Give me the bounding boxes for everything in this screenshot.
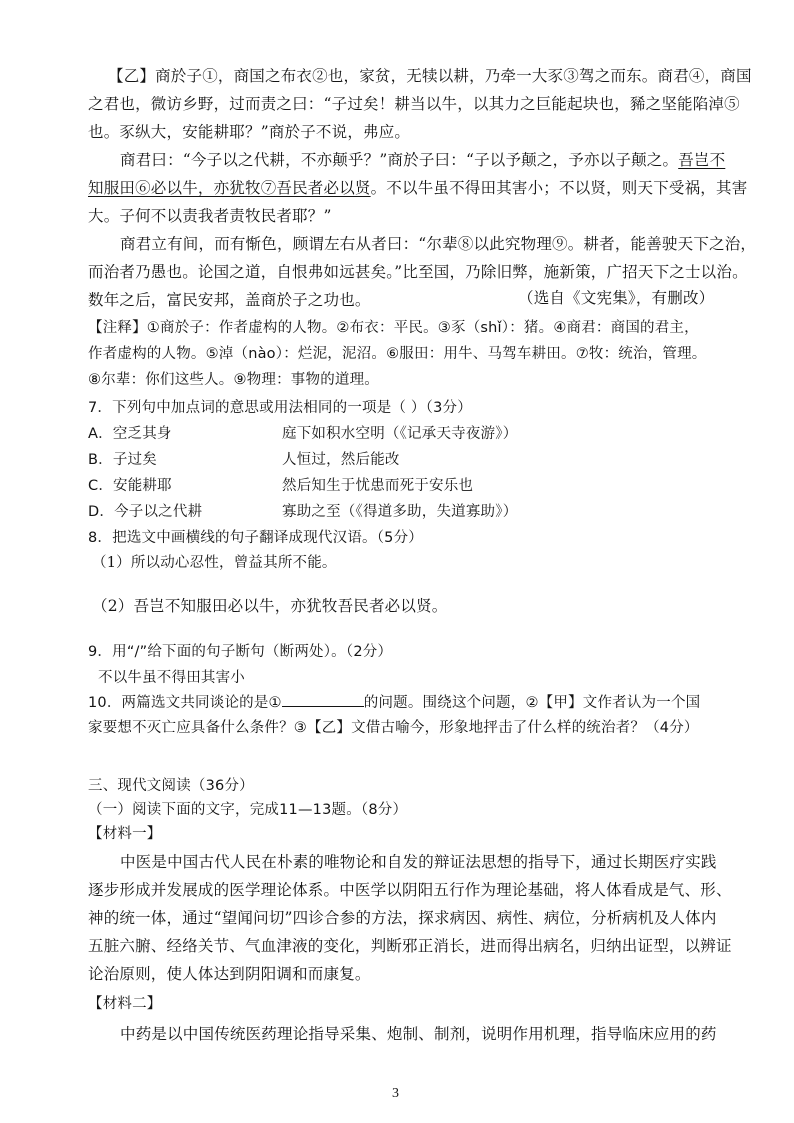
material-1-line-1: 中医是中国古代人民在朴素的唯物论和自发的辩证法思想的指导下，通过长期医疗实践: [120, 853, 717, 871]
passage-yi-line-1: 【乙】商於子①，商国之布衣②也，家贫，无犊以耕，乃牵一大豕③驾之而东。商君④，商国: [108, 67, 752, 85]
q10-line-2: 家要想不灭亡应具备什么条件？③【乙】文借古喻今，形象地抨击了什么样的统治者？（4分）: [88, 720, 699, 736]
q8-sentence-1: （1）所以动心忍性，曾益其所不能。: [92, 555, 337, 571]
option-reference: 然后知生于忧患而死于安乐也: [282, 478, 474, 494]
option-reference: 庭下如积水空明（《记承天寺夜游》）: [282, 426, 518, 442]
passage-yi-line-5: [88, 178, 747, 198]
option-label: B．子过矣: [88, 452, 157, 468]
q8-sentence-2: （2）吾岂不知服田必以牛，亦犹牧吾民者必以贤。: [92, 597, 448, 615]
q10-text: 的问题。围绕这个问题，②【甲】文作者认为一个国: [363, 695, 701, 711]
page-number: 3: [392, 1086, 399, 1101]
underlined-sentence: 知服田⑥必以牛，亦犹牧⑦吾民者必以贤: [88, 179, 371, 197]
passage-yi-line-4: [120, 150, 725, 170]
q10-line-1: [88, 692, 700, 713]
material-1-line-4: 五脏六腑、经络关节、气血津液的变化，判断邪正消长，进而得出病名，归纳出证型，以辨证: [88, 937, 732, 955]
option-label: A．空乏其身: [88, 426, 172, 442]
notes-line-2: 作者虚构的人物。⑤淖（nào）：烂泥，泥沼。⑥服田：用牛、马驾车耕田。⑦牧：统治，管理。: [88, 346, 707, 362]
passage-yi-line-2: 之君也，微访乡野，过而责之曰：“子过矣！耕当以牛，以其力之巨能起块也，豨之坚能陷淖⑤: [88, 95, 740, 113]
notes-line-1: 【注释】①商於子：作者虚构的人物。②布衣：平民。③豕（shǐ）：猪。④商君：商国的君主，: [88, 320, 699, 336]
q7-stem: 7．下列句中加点词的意思或用法相同的一项是（ ）（3分）: [88, 400, 472, 416]
q10-text: 10．两篇选文共同谈论的是①: [88, 695, 282, 711]
option-reference: 寡助之至（《得道多助，失道寡助》）: [282, 504, 518, 520]
material-2-title: 【材料二】: [88, 996, 162, 1012]
section-subtitle: （一）阅读下面的文字，完成11—13题。（8分）: [88, 802, 408, 818]
passage-yi-line-8: 而治者乃愚也。论国之道，自恨弗如远甚矣。”比至国，乃除旧弊，施新策，广招天下之士以治。: [88, 263, 748, 281]
passage-text: 。不以牛虽不得田其害小；不以贤，则天下受祸，其害: [370, 179, 748, 197]
passage-yi-line-9: 数年之后，富民安邦，盖商於子之功也。: [88, 291, 371, 309]
q9-stem: 9．用“/”给下面的句子断句（断两处）。（2分）: [88, 644, 393, 660]
answer-blank[interactable]: [282, 692, 364, 707]
option-label: C．安能耕耶: [88, 478, 172, 494]
material-1-line-2: 逐步形成并发展成的医学理论体系。中医学以阴阳五行作为理论基础，将人体看成是气、形、: [88, 881, 732, 899]
material-1-line-3: 神的统一体，通过“望闻问切”四诊合参的方法，探求病因、病性、病位，分析病机及人体内: [88, 909, 717, 927]
q8-stem: 8．把选文中画横线的句子翻译成现代汉语。（5分）: [88, 530, 423, 546]
passage-yi-line-7: 商君立有间，而有惭色，顾谓左右从者曰：“尔辈⑧以此究物理⑨。耕者，能善驶天下之治，: [120, 235, 757, 253]
option-label: D．今子以之代耕: [88, 504, 203, 520]
notes-line-3: ⑧尔辈：你们这些人。⑨物理：事物的道理。: [88, 372, 379, 388]
underlined-sentence: 吾岂不: [678, 151, 726, 169]
material-2-line-1: 中药是以中国传统医药理论指导采集、炮制、制剂，说明作用机理，指导临床应用的药: [120, 1025, 717, 1043]
passage-yi-line-6: 大。子何不以责我者责牧民者耶？”: [88, 207, 332, 225]
passage-text: 商君曰：“今子以之代耕，不亦颠乎？”商於子曰：“子以予颠之，予亦以子颠之。: [120, 151, 679, 169]
material-1-line-5: 论治原则，使人体达到阴阳调和而康复。: [88, 965, 371, 983]
option-reference: 人恒过，然后能改: [282, 452, 400, 468]
q9-sentence: 不以牛虽不得田其害小: [98, 670, 245, 686]
section-title: 三、现代文阅读（36分）: [88, 778, 254, 794]
passage-yi-line-3: 也。豕纵大，安能耕耶？”商於子不说，弗应。: [88, 123, 411, 141]
source-citation: （选自《文宪集》，有删改）: [518, 289, 715, 307]
material-1-title: 【材料一】: [88, 826, 162, 842]
